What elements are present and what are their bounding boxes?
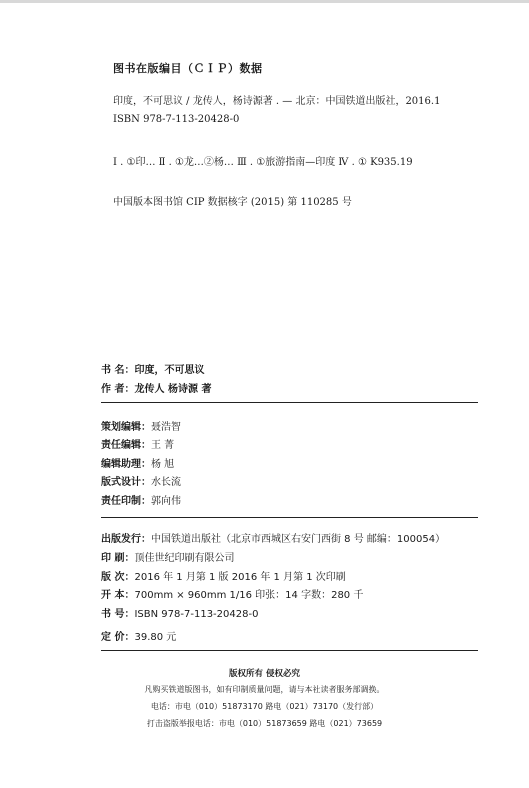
book-title-row <box>101 361 204 376</box>
price-row <box>101 628 176 643</box>
editor-key: 编辑助理： <box>101 459 151 470</box>
divider <box>101 402 478 403</box>
author-key: 作 者： <box>101 384 135 395</box>
editor-key: 责任印制： <box>101 496 151 507</box>
publishing-key: 版 次： <box>101 572 135 583</box>
publishing-value: 700mm × 960mm 1/16 印张：14 字数：280 千 <box>134 590 364 601</box>
quality-notice: 凡购买铁道版图书，如有印制质量问题，请与本社读者服务部调换。 <box>144 685 385 694</box>
divider <box>101 517 478 518</box>
copyright-notice: 版权所有 侵权必究 <box>229 669 300 679</box>
editor-value: 王 菁 <box>151 440 175 451</box>
editor-key: 策划编辑： <box>101 422 151 433</box>
publisher-row <box>101 530 445 545</box>
price-key: 定 价： <box>101 632 135 643</box>
editor-row <box>101 492 181 507</box>
publishing-key: 印 刷： <box>101 553 135 564</box>
editor-row <box>101 418 181 433</box>
publishing-key: 开 本： <box>101 590 135 601</box>
edition-row <box>101 568 346 583</box>
cip-line-isbn: ISBN 978-7-113-20428-0 <box>113 114 240 125</box>
publishing-value: ISBN 978-7-113-20428-0 <box>134 609 259 620</box>
editor-value: 郭向伟 <box>151 496 181 507</box>
piracy-report-info: 打击盗版举报电话：市电（010）51873659 路电（021）73659 <box>146 719 383 728</box>
author-row <box>101 380 211 395</box>
book-title-value: 印度，不可思议 <box>134 365 205 376</box>
editor-row <box>101 436 174 451</box>
isbn-row <box>101 605 258 620</box>
editor-key: 责任编辑： <box>101 440 151 451</box>
cip-line-classification: Ⅰ . ①印… Ⅱ . ①龙…②杨… Ⅲ . ①旅游指南—印度 Ⅳ . ① K935.19 <box>113 157 413 168</box>
editor-value: 聂浩智 <box>151 422 181 433</box>
format-row <box>101 586 363 601</box>
editor-row <box>101 473 181 488</box>
publishing-value: 顶佳世纪印刷有限公司 <box>134 553 235 564</box>
author-value: 龙传人 杨诗源 著 <box>134 384 212 395</box>
cip-line-record-number: 中国版本图书馆 CIP 数据核字 (2015) 第 110285 号 <box>113 197 352 208</box>
editor-row <box>101 455 174 470</box>
top-border <box>0 0 529 3</box>
editor-value: 杨 旭 <box>151 459 175 470</box>
book-title-key: 书 名： <box>101 365 135 376</box>
phone-info: 电话：市电（010）51873170 路电（021）73170（发行部） <box>150 702 379 711</box>
editor-key: 版式设计： <box>101 477 151 488</box>
publishing-key: 书 号： <box>101 609 135 620</box>
publishing-value: 中国铁道出版社（北京市西城区右安门西街 8 号 邮编：100054） <box>151 534 446 545</box>
cip-title: 图书在版编目（ＣＩＰ）数据 <box>113 62 263 75</box>
price-value: 39.80 元 <box>134 632 177 643</box>
cip-line-bibliographic: 印度，不可思议 / 龙传人，杨诗源著 . — 北京：中国铁道出版社，2016.1 <box>113 96 441 107</box>
publishing-key: 出版发行： <box>101 534 151 545</box>
publishing-value: 2016 年 1 月第 1 版 2016 年 1 月第 1 次印刷 <box>134 572 346 583</box>
editor-value: 水长流 <box>151 477 181 488</box>
printer-row <box>101 549 234 564</box>
divider <box>101 650 478 651</box>
